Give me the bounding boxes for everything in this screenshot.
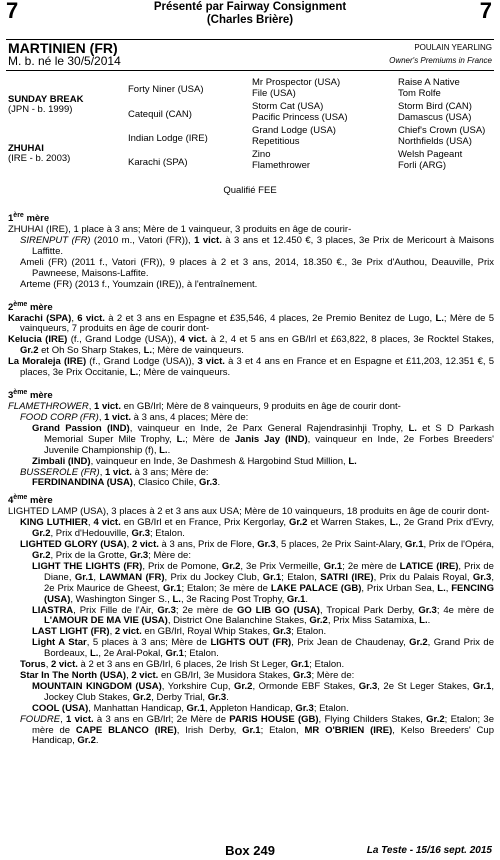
t: L. bbox=[129, 367, 139, 379]
t: L. bbox=[348, 455, 357, 467]
t: FERDINANDINA (USA) bbox=[32, 477, 133, 489]
text-segment: ; Mère de: bbox=[148, 550, 191, 561]
produce-text: (2010 m., Vatori (FR)), bbox=[90, 234, 195, 246]
text-segment: ; Etalon; 3e mère de bbox=[32, 713, 494, 736]
text-segment: Gr.3 bbox=[257, 539, 276, 551]
t: 3 vict. bbox=[197, 356, 225, 368]
t: L. bbox=[435, 312, 444, 324]
t: Kelucia (IRE) bbox=[8, 334, 68, 346]
grandparent: Catequil (CAN) bbox=[128, 109, 192, 120]
text-segment: , bbox=[60, 713, 67, 725]
text-segment: , Prix Fille de l'Air, bbox=[73, 604, 158, 616]
agent-name: (Charles Brière) bbox=[206, 14, 294, 26]
text-segment: , Prix d'Hedouville, bbox=[50, 528, 132, 540]
text-segment: , Flying Childers Stakes, bbox=[318, 713, 427, 725]
text-segment: COOL (USA) bbox=[32, 702, 89, 714]
text-segment: LIGHTS OUT (FR) bbox=[210, 637, 292, 649]
t: L. bbox=[408, 422, 417, 434]
text-segment: L'AMOUR DE MA VIE (USA) bbox=[44, 615, 168, 627]
text-segment: Gr.1 bbox=[242, 724, 261, 736]
horse-name: MARTINIEN (FR) bbox=[8, 40, 118, 56]
text-segment: LAST LIGHT (FR) bbox=[32, 626, 110, 638]
presenter-name: Présenté par Fairway Consignment bbox=[153, 1, 347, 13]
dam4-produce bbox=[8, 540, 494, 562]
text-segment: , 2e Grand Prix d'Evry, bbox=[398, 517, 494, 529]
grandparent: Forty Niner (USA) bbox=[128, 84, 204, 95]
t: . bbox=[167, 444, 171, 456]
text-segment: GO LIB GO (USA) bbox=[236, 604, 320, 616]
t: 1 vict. bbox=[94, 401, 121, 413]
title-num: 2 bbox=[8, 301, 14, 313]
text-segment: 1 vict. bbox=[66, 713, 94, 725]
text-segment: L. bbox=[389, 517, 399, 529]
t: Karachi (SPA) bbox=[8, 312, 72, 324]
text-segment: , 2e Aral-Pokal, bbox=[98, 648, 166, 660]
text-segment: Gr.1 bbox=[186, 702, 206, 714]
text-segment: , Prix du Jockey Club, bbox=[164, 571, 263, 583]
ancestor: Northfields (USA) bbox=[398, 136, 472, 147]
t: à 2 et 3 ans en Espagne et £35,546, 4 places, 2e Premio Benitez de Lugo, bbox=[104, 312, 436, 324]
text-segment: L. bbox=[89, 648, 99, 660]
text-segment: à 3 ans, Prix de Flore, bbox=[158, 539, 258, 551]
ancestor: Welsh Pageant bbox=[398, 149, 463, 160]
section-dam3-title bbox=[8, 388, 494, 402]
great-grandparent: Repetitious bbox=[252, 136, 300, 147]
text-segment: L. bbox=[172, 593, 181, 605]
great-grandparent: File (USA) bbox=[252, 88, 296, 99]
text-segment: . bbox=[305, 593, 309, 605]
horse-name-bar bbox=[6, 39, 494, 71]
t: 4 vict. bbox=[179, 334, 208, 346]
text-segment: et Warren Stakes, bbox=[307, 517, 390, 529]
text-segment: , Kelso Breeders' Cup Handicap, bbox=[32, 724, 494, 747]
horse-description: M. b. né le 30/5/2014 bbox=[8, 54, 121, 68]
text-segment: à 3 ans en GB/Irl; 2e Mère de bbox=[93, 713, 230, 725]
text-segment: Torus bbox=[20, 659, 46, 671]
ancestor: Storm Bird (CAN) bbox=[398, 101, 472, 112]
text-segment: Gr.3 bbox=[129, 550, 149, 561]
dam4-grandproduce bbox=[8, 606, 494, 628]
text-segment: Gr.1 bbox=[286, 593, 306, 605]
great-grandparent: Flamethrower bbox=[252, 160, 311, 171]
text-segment: MR O'BRIEN (IRE) bbox=[304, 724, 393, 736]
text-segment: LAKE PALACE (GB) bbox=[270, 582, 362, 594]
section-dam1-title bbox=[8, 211, 494, 225]
text-segment: Gr.2 bbox=[32, 528, 51, 540]
t: en GB/Irl; Mère de 8 vainqueurs, 9 produits en âge de courir dont- bbox=[120, 401, 401, 413]
text-segment: MOUNTAIN KINGDOM (USA) bbox=[32, 680, 162, 692]
t: (f., Grand Lodge (USA)), bbox=[67, 334, 180, 346]
text-segment: ; Etalon, bbox=[281, 571, 321, 583]
text-segment: FOUDRE bbox=[20, 713, 61, 725]
t: ; Mère de 5 vainqueurs, 7 produits en âge de courir dont- bbox=[20, 312, 494, 335]
text-segment: Gr.2 bbox=[32, 550, 51, 561]
text-segment: Gr.3 bbox=[295, 702, 314, 714]
text-segment: Gr.1 bbox=[472, 680, 492, 692]
owners-premium: Owner's Premiums in France bbox=[389, 56, 492, 65]
text-segment: , Prix de la Grotte, bbox=[50, 550, 130, 561]
text-segment: KING LUTHIER bbox=[20, 517, 88, 529]
dam1-produce: Arteme (FR) (2013 f., Youmzain (IRE)), à l'entraînement. bbox=[20, 278, 258, 290]
text-segment: 2 vict. bbox=[131, 669, 159, 681]
text-segment: Gr.2 bbox=[77, 735, 96, 747]
t: et S D Parkash Memorial Super Mile Trophy, bbox=[44, 422, 495, 445]
text-segment: , 5 places, 2e Prix Saint-Alary, bbox=[275, 539, 405, 551]
text-segment: ; Etalon; 3e mère de bbox=[181, 582, 271, 594]
text-segment: Gr.1 bbox=[165, 648, 184, 660]
section-dam2-title bbox=[8, 300, 494, 314]
header bbox=[0, 0, 500, 38]
text-segment: , Prix Urban Sea, bbox=[361, 582, 438, 594]
text-segment: en GB/Irl et en France, Prix Kergorlay, bbox=[120, 517, 289, 529]
text-segment: , 3e Racing Post Trophy, bbox=[180, 593, 287, 605]
t: Janis Jay (IND) bbox=[234, 433, 308, 445]
t: et Oh So Sharp Stakes, bbox=[38, 345, 144, 357]
title-sup: ème bbox=[13, 389, 28, 396]
t: Gr.2 bbox=[20, 345, 39, 357]
great-grandparent: Grand Lodge (USA) bbox=[252, 125, 336, 136]
text-segment: Gr.1 bbox=[323, 560, 343, 572]
title-sup: ème bbox=[13, 300, 28, 308]
grandparent: Karachi (SPA) bbox=[128, 157, 188, 168]
dam2-produce bbox=[8, 357, 494, 379]
sire-info: (JPN - b. 1999) bbox=[8, 104, 73, 115]
box-number: Box 249 bbox=[225, 843, 275, 858]
dam4-produce bbox=[8, 715, 494, 748]
catalogue-text bbox=[8, 207, 494, 747]
text-segment: ; Mère de: bbox=[311, 669, 355, 681]
footer bbox=[0, 843, 500, 859]
text-segment: Light A Star bbox=[32, 637, 87, 649]
t: , bbox=[98, 411, 105, 423]
text-segment: Gr.3 bbox=[207, 691, 227, 703]
t: , vainqueur en Inde, 3e Dashmesh & Hargobind Stud Million, bbox=[90, 455, 349, 467]
dam1-produce bbox=[8, 236, 494, 258]
great-grandparent: Zino bbox=[252, 149, 271, 160]
t: Zimbali (IND) bbox=[32, 455, 91, 467]
title-sup: ème bbox=[13, 494, 28, 502]
text-segment: , Prix de l'Opéra, bbox=[423, 539, 494, 551]
text-segment: , Irish Derby, bbox=[176, 724, 243, 736]
text-segment: en GB/Irl, 3e Musidora Stakes, bbox=[158, 669, 293, 681]
text-segment: Gr.3 bbox=[418, 604, 437, 616]
t: L. bbox=[176, 433, 186, 445]
t: , bbox=[88, 401, 95, 413]
text-segment: LIASTRA bbox=[32, 604, 74, 616]
text-segment: en GB/Irl, Royal Whip Stakes, bbox=[141, 626, 273, 638]
text-segment: ; 4e mère de bbox=[436, 604, 494, 616]
great-grandparent: Mr Prospector (USA) bbox=[252, 77, 341, 88]
text-segment: , bbox=[445, 582, 452, 594]
t: BUSSEROLE (FR) bbox=[20, 466, 100, 478]
text-segment: FENCING (USA) bbox=[44, 582, 494, 605]
text-segment: , 2e St Leger Stakes, bbox=[377, 680, 473, 692]
text-segment: , Manhattan Handicap, bbox=[88, 702, 187, 714]
text-segment: Gr.1 bbox=[290, 659, 310, 671]
produce-text: à 3 ans et 12.450 €, 3 places, 3e Prix de Mericourt à Maisons Laffitte. bbox=[32, 234, 495, 257]
t: , bbox=[99, 466, 105, 478]
text-segment: Star In The North (USA) bbox=[20, 669, 127, 681]
sale-venue-date: La Teste - 15/16 sept. 2015 bbox=[366, 845, 492, 856]
text-segment: ; Etalon. bbox=[309, 659, 345, 671]
text-segment: , Prix Miss Satamixa, bbox=[327, 615, 420, 627]
lot-number-left: 7 bbox=[6, 0, 19, 23]
dam4-produce bbox=[8, 518, 494, 540]
title-sup: ère bbox=[13, 212, 24, 219]
text-segment: 4 vict. bbox=[93, 517, 121, 529]
text-segment: LATICE (IRE) bbox=[399, 560, 459, 572]
ancestor: Chief's Crown (USA) bbox=[398, 125, 486, 136]
t: à 3 et 4 ans en France et en Espagne et £11,203, 12.351 €, 5 places, 3e Prix Occitanie, bbox=[20, 356, 494, 379]
section-dam4-title bbox=[8, 493, 494, 507]
text-segment: ; Etalon. bbox=[291, 626, 327, 638]
text-segment: 2 vict. bbox=[50, 659, 78, 671]
t: L. bbox=[159, 444, 168, 456]
t: ; Mère de bbox=[185, 433, 235, 445]
t: FLAMETHROWER bbox=[8, 401, 89, 413]
text-segment: SATRI (IRE) bbox=[320, 571, 374, 583]
qualification: Qualifié FEE bbox=[223, 185, 277, 196]
dam4-grandproduce bbox=[8, 682, 494, 704]
dam3-grandproduce bbox=[8, 478, 494, 489]
ancestor: Forli (ARG) bbox=[398, 160, 447, 171]
dam2-intro bbox=[8, 314, 494, 336]
dam-name: ZHUHAI bbox=[8, 143, 44, 154]
text-segment: L. bbox=[419, 615, 428, 627]
text-segment: , Derby Trial, bbox=[151, 691, 208, 703]
title-text: mère bbox=[27, 390, 53, 402]
t: ; Mère de vainqueurs. bbox=[152, 345, 244, 357]
t: à 3 ans, 4 places; Mère de: bbox=[131, 411, 249, 423]
text-segment: . bbox=[95, 735, 99, 747]
text-segment: Gr.1 bbox=[162, 582, 182, 594]
great-grandparent: Storm Cat (USA) bbox=[252, 101, 324, 112]
text-segment: LIGHT THE LIGHTS (FR) bbox=[32, 560, 143, 572]
title-num: 1 bbox=[8, 213, 14, 225]
title-text: mère bbox=[27, 495, 53, 507]
text-segment: , Prix de Pomone, bbox=[142, 560, 222, 572]
text-segment: , Ormonde EBF Stakes, bbox=[252, 680, 359, 692]
text-segment: 2 vict. bbox=[114, 626, 142, 638]
text-segment: Gr.1 bbox=[405, 539, 424, 551]
text-segment: . bbox=[427, 615, 431, 627]
t: L. bbox=[143, 345, 153, 357]
dam4-grandproduce bbox=[8, 638, 494, 660]
t: ; Mère de vainqueurs. bbox=[138, 367, 231, 379]
t: 1 vict. bbox=[104, 411, 132, 423]
text-segment: Gr.2 bbox=[132, 691, 152, 703]
horse-status: POULAIN YEARLING bbox=[414, 43, 492, 52]
t: 6 vict. bbox=[77, 312, 105, 324]
title-text: mère bbox=[23, 213, 50, 225]
title-num: 3 bbox=[8, 390, 14, 402]
great-grandparent: Pacific Princess (USA) bbox=[252, 112, 348, 123]
t: , vainqueur en Inde, 2e Forbes Breeders' Juvenile Championship (f), bbox=[44, 433, 494, 456]
text-segment: , 2e Prix Maurice de Gheest, bbox=[44, 571, 494, 594]
t: Grand Passion (IND) bbox=[32, 422, 130, 434]
text-segment: Gr.3 bbox=[358, 680, 378, 692]
dam2-produce bbox=[8, 335, 494, 357]
dam-info: (IRE - b. 2003) bbox=[8, 153, 71, 164]
text-segment: Gr.3 bbox=[131, 528, 151, 540]
dam1-intro: ZHUHAI (IRE), 1 place à 3 ans; Mère de 1 vainqueur, 3 produits en âge de courir- bbox=[8, 224, 352, 236]
grandparent: Indian Lodge (IRE) bbox=[128, 133, 208, 144]
text-segment: , 5 places à 3 ans; Mère de bbox=[86, 637, 211, 649]
text-segment: Gr.3 bbox=[472, 571, 492, 583]
text-segment: , Appleton Handicap, bbox=[205, 702, 296, 714]
text-segment: ; Etalon. bbox=[150, 528, 185, 540]
text-segment: à 2 et 3 ans en GB/Irl, 6 places, 2e Irish St Leger, bbox=[77, 659, 291, 671]
text-segment: Gr.2 bbox=[233, 680, 253, 692]
sire-name: SUNDAY BREAK bbox=[8, 94, 84, 105]
t: La Moraleja (IRE) bbox=[8, 356, 87, 368]
text-segment: Gr.1 bbox=[74, 571, 94, 583]
presenter bbox=[0, 1, 500, 27]
t: (f., Grand Lodge (USA)), bbox=[86, 356, 198, 368]
text-segment: CAPE BLANCO (IRE) bbox=[75, 724, 177, 736]
produce-name: SIRENPUT (FR) bbox=[20, 234, 91, 246]
text-segment: , Jockey Club Stakes, bbox=[44, 680, 494, 703]
text-segment: ; Etalon. bbox=[183, 648, 219, 660]
text-segment: L. bbox=[437, 582, 446, 594]
text-segment: , Prix du Palais Royal, bbox=[373, 571, 473, 583]
text-segment: Gr.3 bbox=[272, 626, 292, 638]
text-segment: Gr.1 bbox=[262, 571, 282, 583]
text-segment: , Prix de Diane, bbox=[44, 560, 494, 583]
text-segment: ; Etalon. bbox=[313, 702, 349, 714]
text-segment: LAWMAN (FR) bbox=[99, 571, 165, 583]
t: à 2, 4 et 5 ans en GB/Irl et £63,822, 8 places, 3e Rocktel Stakes, bbox=[207, 334, 494, 346]
text-segment: , bbox=[109, 626, 115, 638]
text-segment: , Yorkshire Cup, bbox=[161, 680, 234, 692]
text-segment: , District One Balanchine Stakes, bbox=[167, 615, 310, 627]
t: , vainqueur en Inde, 2e Parx General Rajendrasinhji Trophy, bbox=[129, 422, 409, 434]
text-segment: 2 vict. bbox=[131, 539, 159, 551]
t: à 3 ans; Mère de: bbox=[131, 466, 209, 478]
ancestor: Damascus (USA) bbox=[398, 112, 472, 123]
t: FOOD CORP (FR) bbox=[20, 411, 99, 423]
t: Gr.3 bbox=[198, 477, 218, 489]
t: . bbox=[217, 477, 221, 489]
text-segment: , Prix Jean de Chaudenay, bbox=[291, 637, 410, 649]
text-segment: Gr.3 bbox=[157, 604, 176, 616]
lot-number-right: 7 bbox=[479, 0, 492, 23]
dam1-produce: Ameli (FR) (2011 f., Vatori (FR)), 9 places à 2 et 3 ans, 2014, 18.350 €., 3e Prix d'Authou, Deauville, Prix Pawneese, Maisons-Laffite. bbox=[20, 256, 494, 279]
text-segment: ; 2e mère de bbox=[342, 560, 400, 572]
text-segment: , bbox=[93, 571, 100, 583]
text-segment: , Grand Prix de Bordeaux, bbox=[44, 637, 494, 660]
text-segment: , Tropical Park Derby, bbox=[319, 604, 419, 616]
text-segment: Gr.2 bbox=[288, 517, 308, 529]
t: , Clasico Chile, bbox=[132, 477, 199, 489]
text-segment: Gr.3 bbox=[292, 669, 312, 681]
dam3-grandproduce bbox=[8, 424, 494, 457]
text-segment: , bbox=[45, 659, 51, 671]
text-segment: , 3e Prix Vermeille, bbox=[240, 560, 324, 572]
text-segment: Gr.2 bbox=[409, 637, 428, 649]
text-segment: , bbox=[126, 669, 132, 681]
title-num: 4 bbox=[8, 495, 14, 507]
text-segment: , Washington Singer S., bbox=[70, 593, 173, 605]
dam4-intro: LIGHTED LAMP (USA), 3 places à 2 et 3 ans aux USA; Mère de 10 vainqueurs, 18 produits en âge de courir dont- bbox=[8, 506, 490, 518]
text-segment: ; 2e mère de bbox=[175, 604, 237, 616]
title-text: mère bbox=[27, 301, 53, 313]
t: 1 vict. bbox=[105, 466, 132, 478]
text-segment: Gr.2 bbox=[221, 560, 241, 572]
text-segment: . bbox=[226, 691, 229, 703]
ancestor: Tom Rolfe bbox=[398, 88, 441, 99]
produce-wins: 1 vict. bbox=[194, 234, 222, 246]
text-segment: Gr.2 bbox=[426, 713, 445, 725]
text-segment: LIGHTED GLORY (USA) bbox=[20, 539, 127, 551]
pedigree-table bbox=[8, 73, 494, 178]
text-segment: ; Etalon, bbox=[260, 724, 305, 736]
text-segment: Gr.2 bbox=[309, 615, 328, 627]
dam4-grandproduce bbox=[8, 562, 494, 606]
text-segment: PARIS HOUSE (GB) bbox=[229, 713, 319, 725]
text-segment: , bbox=[126, 539, 132, 551]
text-segment: , bbox=[87, 517, 94, 529]
t: , bbox=[71, 312, 78, 324]
ancestor: Raise A Native bbox=[398, 77, 460, 88]
